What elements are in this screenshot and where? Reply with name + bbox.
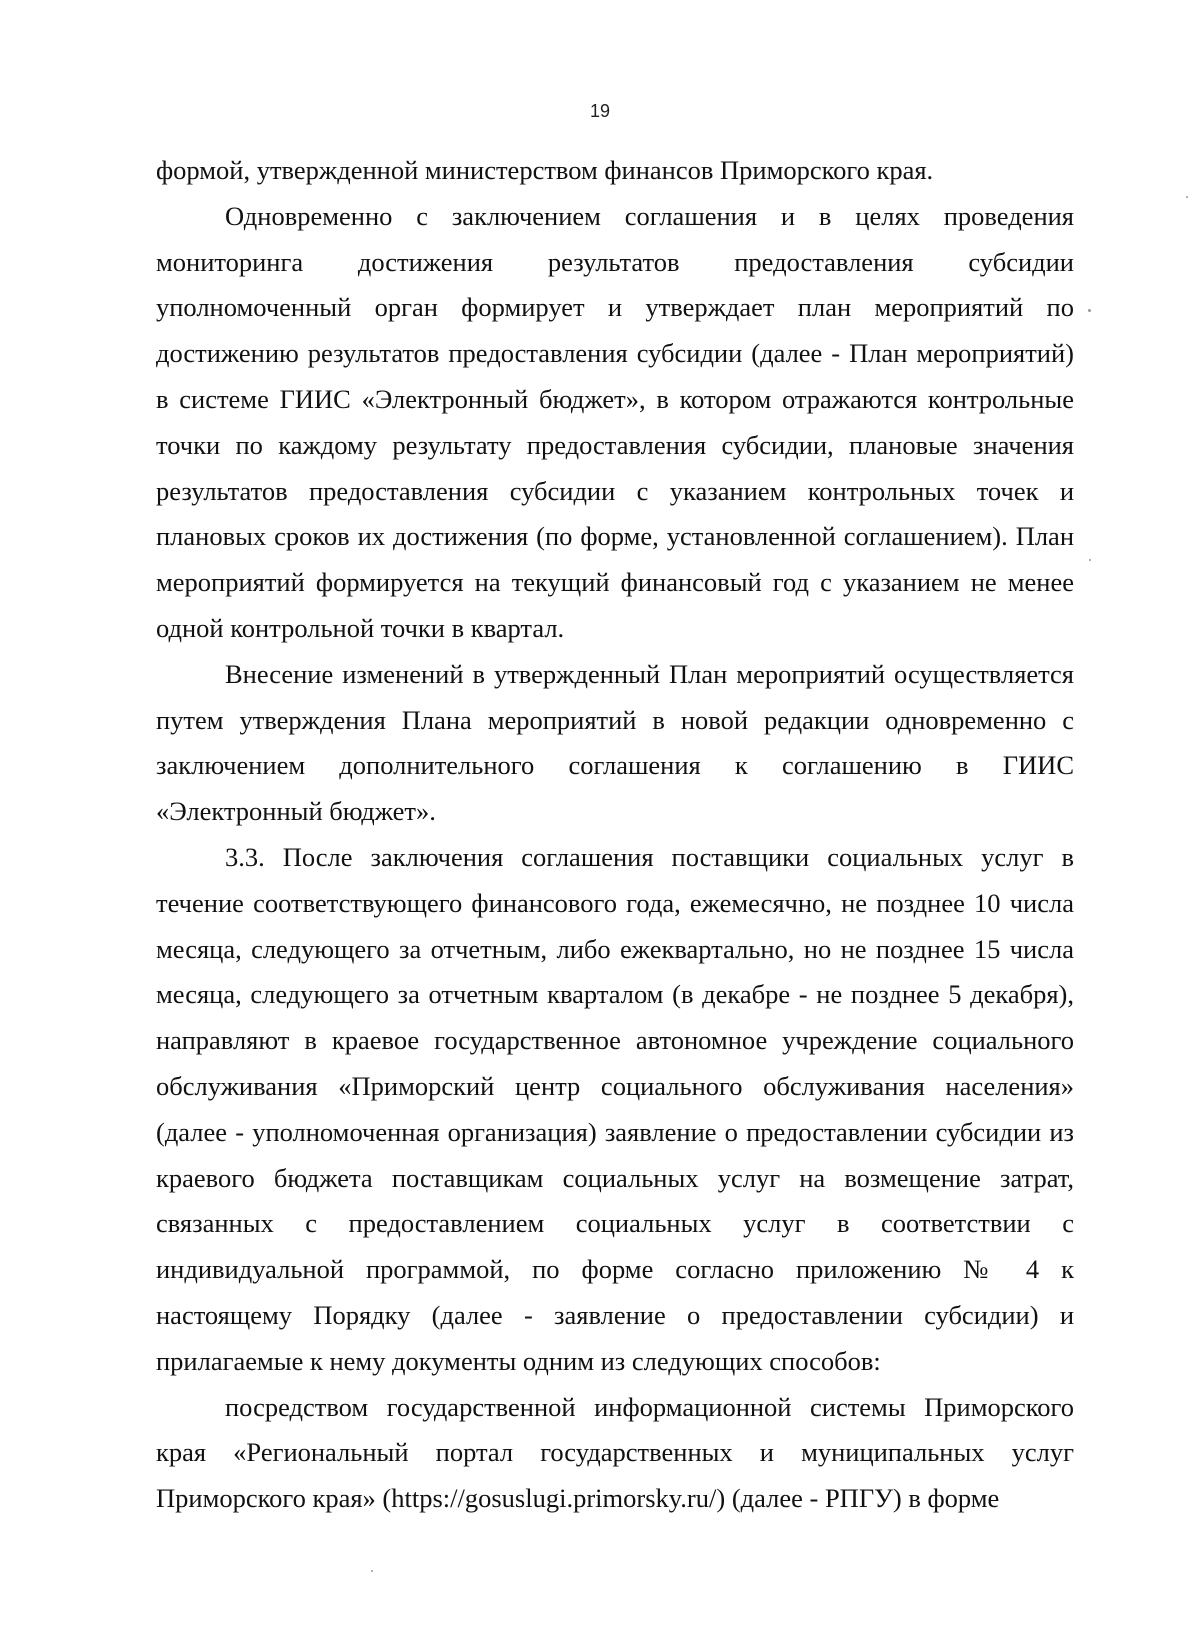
scan-speck	[1186, 196, 1188, 198]
paragraph-action-plan: Одновременно с заключением соглашения и в целях проведения мониторинга достижения результатов предоставления субсидии уполномоченный орган формирует и утверждает план мероприятий по достижению результатов предоставления субсидии (далее - План мероприятий) в системе ГИИС «Электронный бюджет», в котором отражаются контрольные точки по каждому результату предоставления субсидии, плановые значения результатов предоставления субсидии с указанием контрольных точек и плановых сроков их достижения (по форме, установленной соглашением). План мероприятий формируется на текущий финансовый год с указанием не менее одной контрольной точки в квартал.	[156, 200, 1074, 643]
scan-speck	[1088, 309, 1091, 312]
paragraph-plan-amendments: Внесение изменений в утвержденный План мероприятий осуществляется путем утверждения Плана мероприятий в новой редакции одновременно с заключением дополнительного соглашения к соглашению в ГИИС «Электронный бюджет».	[156, 658, 1074, 827]
scan-speck	[1089, 559, 1091, 561]
paragraph-clause-3-3: 3.3. После заключения соглашения поставщики социальных услуг в течение соответствующего финансового года, ежемесячно, не позднее 10 числа месяца, следующего за отчетным, либо ежеквартально, но не позднее 15 числа месяца, следующего за отчетным кварталом (в декабре - не позднее 5 декабря), направляют в краевое государственное автономное учреждение социального обслуживания «Приморский центр социального обслуживания населения» (далее - уполномоченная организация) заявление о предоставлении субсидии из краевого бюджета поставщикам социальных услуг на возмещение затрат, связанных с предоставлением социальных услуг в соответствии с индивидуальной программой, по форме согласно приложению № 4 к настоящему Порядку (далее - заявление о предоставлении субсидии) и прилагаемые к нему документы одним из следующих способов:	[156, 841, 1074, 1376]
page-number: 19	[589, 101, 611, 121]
scan-speck	[371, 1570, 373, 1572]
paragraph-continuation: формой, утвержденной министерством финансов Приморского края.	[156, 155, 934, 185]
paragraph-submission-method: посредством государственной информационной системы Приморского края «Региональный портал государственных и муниципальных услуг Приморского края» (https://gosuslugi.primorsky.ru/) (далее - РПГУ) в форме	[156, 1391, 1074, 1514]
document-body	[156, 148, 1074, 1522]
